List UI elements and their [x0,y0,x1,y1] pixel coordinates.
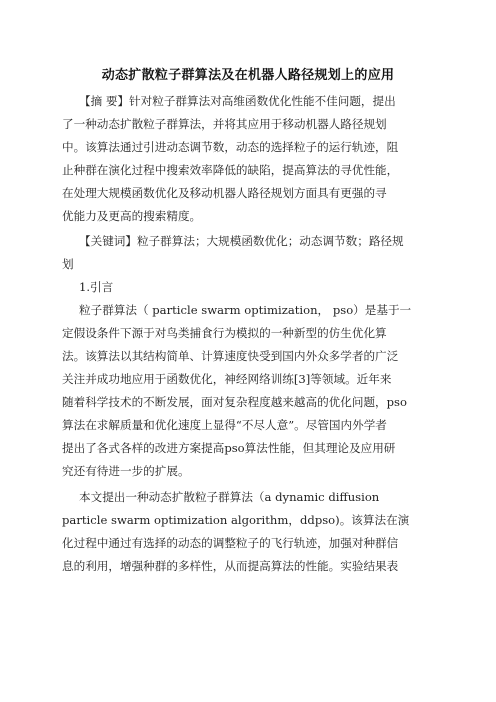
abstract-line: 了一种动态扩散粒子群算法，并将其应用于移动机器人路径规划 [62,117,387,131]
paragraph-line: 关注并成功地应用于函数优化，神经网络训练[3]等领域。近年来 [62,372,392,386]
paragraph-line: 算法在求解质量和优化速度上显得“不尽人意”。尽管国内外学者 [62,418,387,432]
paragraph-line: 息的利用，增强种群的多样性，从而提高算法的性能。实验结果表 [62,559,399,573]
abstract-line: 在处理大规模函数优化及移动机器人路径规划方面具有更强的寻 [62,186,387,200]
paragraph-line: particle swarm optimization algorithm，ddpso)。该算法在演 [62,513,410,527]
document-title: 动态扩散粒子群算法及在机器人路径规划上的应用 [101,68,395,83]
paragraph-line: 定假设条件下源于对鸟类捕食行为模拟的一种新型的仿生优化算 [62,326,387,340]
paragraph-line: 究还有待进一步的扩展。 [62,464,190,478]
keywords-line: 【关键词】粒子群算法；大规模函数优化；动态调节数；路径规 [79,234,404,248]
section-heading: 1.引言 [79,280,114,294]
abstract-line: 止种群在演化过程中搜索效率降低的缺陷，提高算法的寻优性能， [62,163,399,177]
paragraph-line: 法。该算法以其结构简单、计算速度快受到国内外众多学者的广泛 [62,349,399,363]
abstract-line: 【摘 要】针对粒子群算法对高维函数优化性能不佳问题，提出 [79,94,396,108]
keywords-line: 划 [62,257,74,271]
abstract-line: 优能力及更高的搜索精度。 [62,209,202,223]
paragraph-line: 随着科学技术的不断发展，面对复杂程度越来越高的优化问题，pso [62,395,407,409]
paragraph-line: 提出了各式各样的改进方案提高pso算法性能，但其理论及应用研 [62,441,396,455]
abstract-line: 中。该算法通过引进动态调节数，动态的选择粒子的运行轨迹，阻 [62,140,399,154]
paragraph-line: 化过程中通过有选择的动态的调整粒子的飞行轨迹，加强对种群信 [62,536,399,550]
paragraph-line: 本文提出一种动态扩散粒子群算法（a dynamic diffusion [79,490,380,504]
paragraph-line: 粒子群算法（ particle swarm optimization， pso）是基于一 [79,303,412,317]
